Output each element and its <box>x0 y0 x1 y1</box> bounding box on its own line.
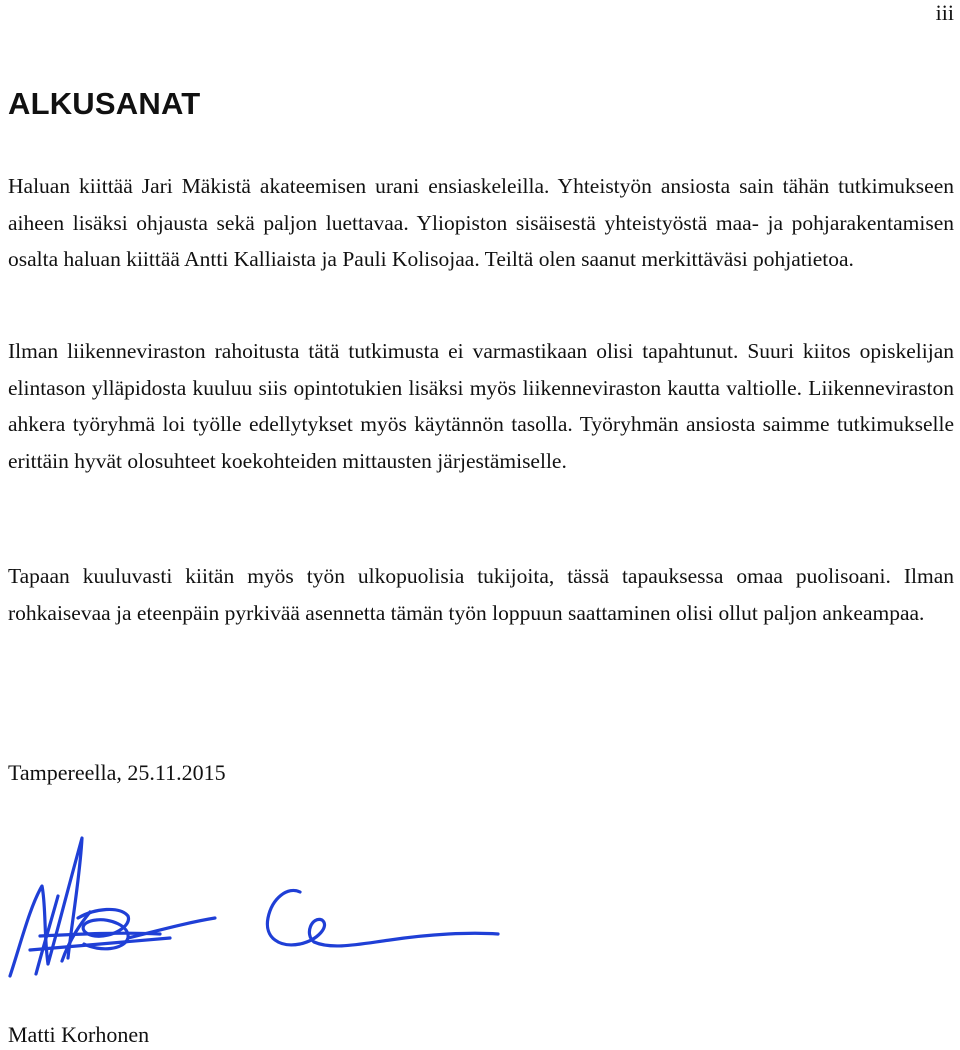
page-number: iii <box>935 0 954 25</box>
signature-strokes <box>10 838 498 976</box>
place-and-date: Tampereella, 25.11.2015 <box>8 760 226 785</box>
handwritten-signature <box>0 826 520 986</box>
paragraph-acknowledgement-funding: Ilman liikenneviraston rahoitusta tätä tutkimusta ei varmastikaan olisi tapahtunut. Suuri kiitos opiskelijan elintason ylläpidosta kuuluu siis opintotukien lisäksi myös liikenneviraston kautta valtiolle. Liikenneviraston ahkera työryhmä loi työlle edellytykset myös käytännön tasolla. Työryhmän ansiosta saimme tutkimukselle erittäin hyvät olosuhteet koekohteiden mittausten järjestämiselle. <box>8 339 954 474</box>
paragraph-acknowledgement-spouse: Tapaan kuuluvasti kiitän myös työn ulkopuolisia tukijoita, tässä tapauksessa omaa puolisoani. Ilman rohkaisevaa ja eteenpäin pyrkivää asennetta tämän työn loppuun saattaminen olisi ollut paljon ankeampaa. <box>8 564 954 625</box>
author-name: Matti Korhonen <box>8 1022 150 1047</box>
section-heading: ALKUSANAT <box>8 86 201 121</box>
paragraph-acknowledgement-supervisors: Haluan kiittää Jari Mäkistä akateemisen urani ensiaskeleilla. Yhteistyön ansiosta sain tähän tutkimukseen aiheen lisäksi ohjausta sekä paljon luettavaa. Yliopiston sisäisestä yhteistyöstä maa- ja pohjarakentamisen osalta haluan kiittää Antti Kalliaista ja Pauli Kolisojaa. Teiltä olen saanut merkittäväsi pohjatietoa. <box>8 174 954 272</box>
